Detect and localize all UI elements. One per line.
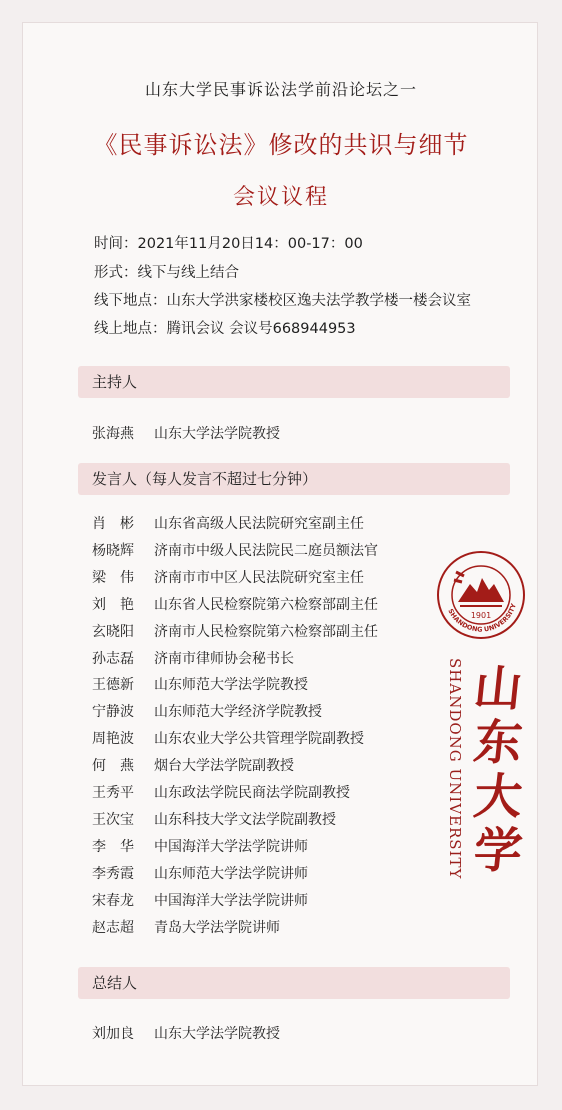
person-title: 山东师范大学法学院教授 [154,677,308,693]
person-title: 山东农业大学公共管理学院副教授 [154,731,364,747]
person-name: 李秀霞 [92,866,134,882]
info-online-location: 线上地点：腾讯会议 会议号668944953 [94,321,356,337]
calligraphy-char: 山 [471,661,525,717]
person-title: 中国海洋大学法学院讲师 [154,839,308,855]
section-header-summary: 总结人 [78,967,510,999]
person-name: 杨晓辉 [92,543,134,559]
person-row [92,424,280,444]
person-name: 赵志超 [92,920,134,936]
person-row [92,702,322,722]
person-title: 烟台大学法学院副教授 [154,758,294,774]
person-row [92,595,378,615]
person-title: 中国海洋大学法学院讲师 [154,893,308,909]
person-name: 何 燕 [92,758,134,774]
page-subtitle: 会议议程 [232,185,329,210]
person-title: 济南市中级人民法院民二庭员额法官 [154,543,378,559]
person-row [92,622,378,642]
person-name: 张海燕 [92,426,134,442]
person-title: 山东师范大学法学院讲师 [154,866,308,882]
person-name: 玄晓阳 [92,624,134,640]
person-row [92,756,294,776]
section-header-host: 主持人 [78,366,510,398]
seal-text: SHANDONG UNIVERSITY [446,602,518,634]
person-row [92,810,336,830]
info-format: 形式：线下与线上结合 [94,265,239,281]
university-calligraphy [471,661,525,879]
page-title: 《民事诉讼法》修改的共识与细节 [93,131,469,159]
person-row [92,918,280,938]
info-offline-location: 线下地点：山东大学洪家楼校区逸夫法学教学楼一楼会议室 [94,293,471,309]
section-header-speakers: 发言人（每人发言不超过七分钟） [78,463,510,495]
forum-name: 山东大学民事诉讼法学前沿论坛之一 [144,80,417,99]
info-time: 时间：2021年11月20日14：00-17：00 [94,236,363,252]
person-title: 山东省人民检察院第六检察部副主任 [154,597,378,613]
person-title: 山东政法学院民商法学院副教授 [154,785,350,801]
calligraphy-char: 学 [471,823,525,879]
person-name: 刘 艳 [92,597,134,613]
university-name-en: SHANDONG UNIVERSITY [446,658,464,880]
calligraphy-char: 大 [471,769,525,825]
person-row [92,514,364,534]
person-name: 宁静波 [92,704,134,720]
person-title: 山东大学法学院教授 [154,1026,280,1042]
seal-year: 1901 [470,611,492,620]
person-title: 山东科技大学文法学院副教授 [154,812,336,828]
person-name: 王秀平 [92,785,134,801]
person-row [92,541,378,561]
person-name: 宋春龙 [92,893,134,909]
person-name: 周艳波 [92,731,134,747]
person-name: 王德新 [92,677,134,693]
person-title: 山东省高级人民法院研究室副主任 [154,516,364,532]
person-row [92,675,308,695]
person-row [92,891,308,911]
person-title: 济南市市中区人民法院研究室主任 [154,570,364,586]
person-name: 肖 彬 [92,516,134,532]
person-title: 济南市律师协会秘书长 [154,651,294,667]
person-name: 李 华 [92,839,134,855]
person-name: 刘加良 [92,1026,134,1042]
person-name: 梁 伟 [92,570,134,586]
person-title: 青岛大学法学院讲师 [154,920,280,936]
person-name: 孙志磊 [92,651,134,667]
person-row [92,837,308,857]
person-row [92,568,364,588]
person-row [92,729,364,749]
university-seal-icon [436,550,526,644]
person-row [92,864,308,884]
person-title: 山东师范大学经济学院教授 [154,704,322,720]
person-name: 王次宝 [92,812,134,828]
calligraphy-char: 东 [471,715,525,771]
person-row [92,649,294,669]
person-row [92,783,350,803]
person-row [92,1024,280,1044]
person-title: 济南市人民检察院第六检察部副主任 [154,624,378,640]
person-title: 山东大学法学院教授 [154,426,280,442]
